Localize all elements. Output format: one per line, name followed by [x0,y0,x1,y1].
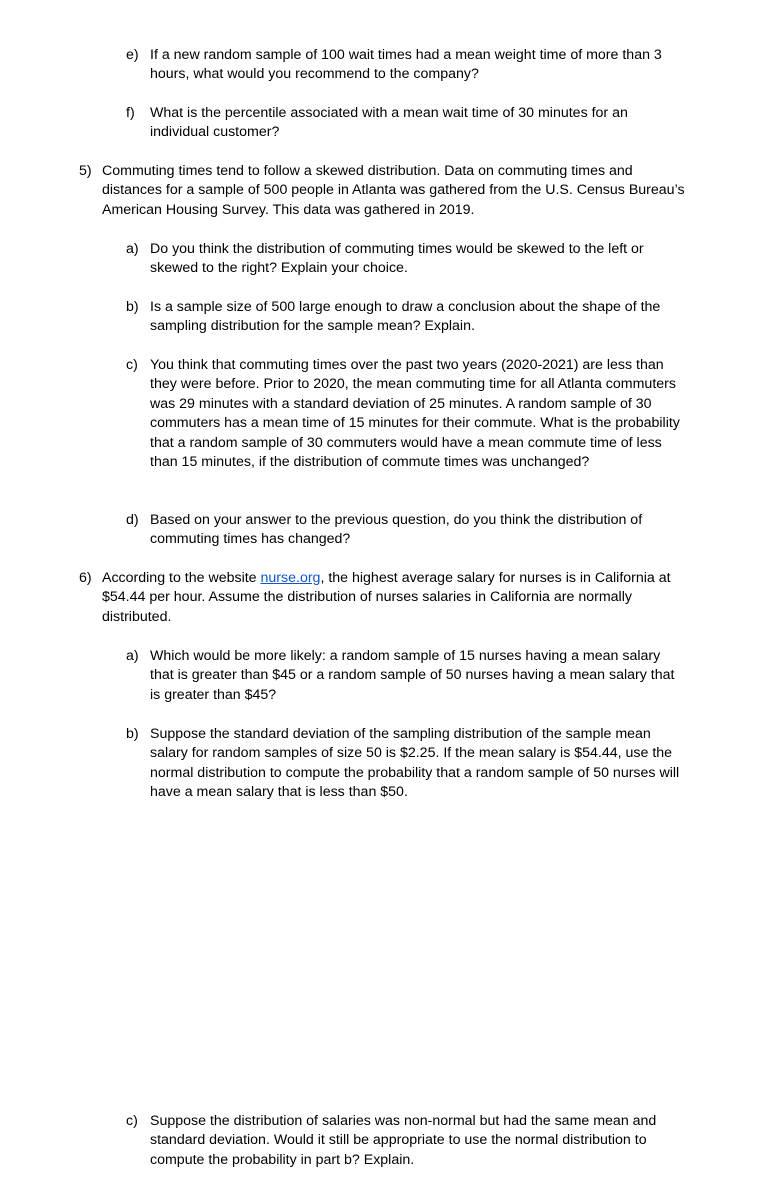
question-text-before-link: According to the website [102,570,261,586]
question-text: Commuting times tend to follow a skewed distribution. Data on commuting times and distances for a sample of 500 people in Atlanta was gathered from the U.S. Census Bureau’s American Housing Survey. This data was gathered in 2019. [102,163,685,218]
question-5d [126,511,686,550]
question-5 [79,162,685,220]
question-text [102,569,685,627]
list-marker: b) [126,726,139,742]
question-text: Is a sample size of 500 large enough to draw a conclusion about the shape of the sampling distribution for the sample mean? Explain. [150,299,661,335]
question-text: Do you think the distribution of commuting times would be skewed to the left or skewed to the right? Explain your choice. [150,241,644,277]
question-5c [126,356,686,472]
question-5b [126,298,686,337]
question-4f [126,104,686,143]
question-6b [126,725,686,803]
question-5a [126,240,686,279]
question-text: What is the percentile associated with a mean wait time of 30 minutes for an individual customer? [150,105,628,141]
question-4e [126,46,686,85]
list-marker: 5) [79,163,92,179]
list-marker: c) [126,357,138,373]
list-marker: b) [126,299,139,315]
question-6 [79,569,685,627]
question-text: Based on your answer to the previous question, do you think the distribution of commuting times has changed? [150,512,643,548]
list-marker: f) [126,105,135,121]
question-6a [126,647,686,705]
question-text: You think that commuting times over the past two years (2020-2021) are less than they were before. Prior to 2020, the mean commuting time for all Atlanta commuters was 29 minutes with a standard deviation of 25 minutes. A random sample of 30 commuters has a mean time of 15 minutes for their commute. What is the probability that a random sample of 30 commuters would have a mean commute time of less than 15 minutes, if the distribution of commute times was unchanged? [150,357,680,471]
list-marker: a) [126,241,139,257]
list-marker: a) [126,648,139,664]
list-marker: c) [126,1113,138,1129]
list-marker: d) [126,512,139,528]
nurse-org-link[interactable]: nurse.org [260,570,321,586]
question-text-after-link: , the highest average salary for nurses is in California at $54.44 per hour. Assume the distribution of nurses salaries in California are normally distributed. [102,570,671,625]
question-text: Suppose the standard deviation of the sampling distribution of the sample mean salary for random samples of size 50 is $2.25. If the mean salary is $54.44, use the normal distribution to compute the probability that a random sample of 50 nurses will have a mean salary that is less than $50. [150,726,680,801]
question-6c [126,1112,686,1170]
question-text: If a new random sample of 100 wait times had a mean weight time of more than 3 hours, what would you recommend to the company? [150,47,662,83]
list-marker: e) [126,47,139,63]
list-marker: 6) [79,570,92,586]
question-text: Suppose the distribution of salaries was non-normal but had the same mean and standard deviation. Would it still be appropriate to use the normal distribution to compute the probability in part b? Explain. [150,1113,657,1168]
question-text: Which would be more likely: a random sample of 15 nurses having a mean salary that is greater than $45 or a random sample of 50 nurses having a mean salary that is greater than $45? [150,648,675,703]
